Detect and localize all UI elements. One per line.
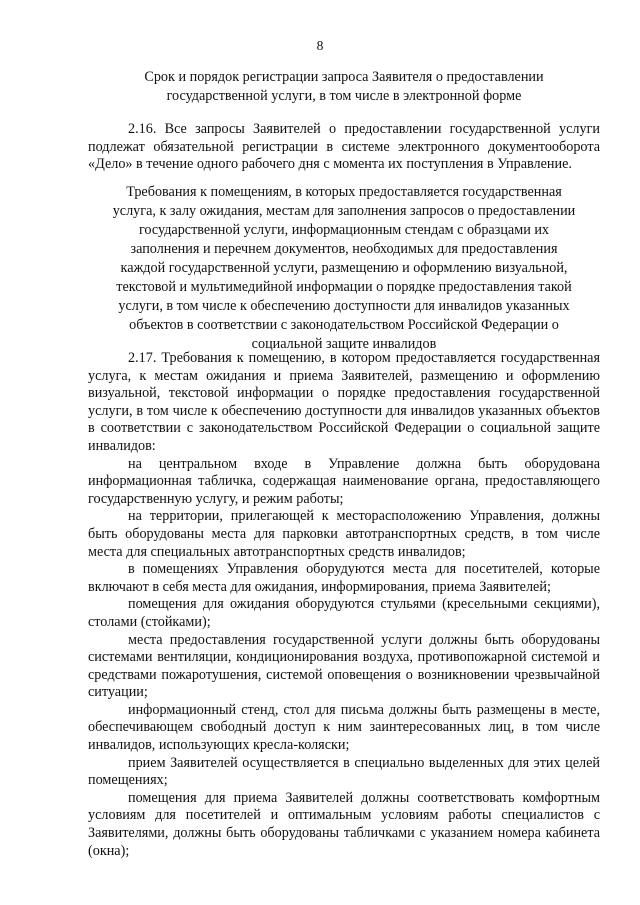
heading-line: услуги, в том числе к обеспечению доступности для инвалидов указанных	[118, 298, 570, 314]
paragraph-item: места предоставления государственной услуги должны быть оборудованы системами вентиляции, кондиционирования воздуха, противопожарной системой и средствами пожаротушения, системой оповещения о возникновении чрезвычайной ситуации;	[88, 631, 600, 701]
section-heading-registration	[96, 68, 592, 106]
section-body-premises	[88, 350, 600, 860]
paragraph-item: помещения для ожидания оборудуются стульями (кресельными секциями), столами (стойками);	[88, 596, 600, 630]
paragraph-item: помещения для приема Заявителей должны соответствовать комфортным условиям для посетителей и оптимальным условиям работы специалистов с Заявителями, должны быть оборудованы табличками с указанием номера кабинета (окна);	[88, 789, 600, 859]
heading-line: государственной услуги, информационным стендам с образцами их	[138, 222, 550, 238]
heading-line: заполнения и перечнем документов, необходимых для предоставления	[130, 241, 558, 257]
heading-line: Требования к помещениям, в которых предоставляется государственная	[126, 184, 562, 200]
heading-line: каждой государственной услуги, размещению и оформлению визуальной,	[120, 260, 568, 276]
heading-line: текстовой и мультимедийной информации о порядке предоставления такой	[116, 279, 572, 295]
paragraph-item: на центральном входе в Управление должна быть оборудована информационная табличка, содержащая наименование органа, предоставляющего государственную услугу, и режим работы;	[88, 455, 600, 507]
heading-line: социальной защите инвалидов	[251, 336, 437, 352]
paragraph-2-17: 2.17. Требования к помещению, в котором предоставляется государственная услуга, к местам ожидания и приема Заявителей, размещению и оформлению визуальной, текстовой информации о порядке предоставления государственной услуги, в том числе к обеспечению доступности для инвалидов указанных объектов в соответствии с законодательством Российской Федерации о социальной защите инвалидов:	[88, 350, 600, 454]
section-heading-premises	[88, 183, 600, 354]
heading-line: объектов в соответствии с законодательством Российской Федерации о	[129, 317, 559, 333]
paragraph-item: информационный стенд, стол для письма должны быть размещены в месте, обеспечивающем свободный доступ к ним заинтересованных лиц, в том числе инвалидов, использующих кресла-коляски;	[88, 701, 600, 754]
paragraph-2-16: 2.16. Все запросы Заявителей о предоставлении государственной услуги подлежат обязательной регистрации в системе электронного документооборота «Дело» в течение одного рабочего дня с момента их поступления в Управление.	[88, 121, 600, 173]
heading-line: Срок и порядок регистрации запроса Заявителя о предоставлении	[144, 69, 544, 85]
page-number: 8	[316, 38, 324, 53]
paragraph-item: на территории, прилегающей к месторасположению Управления, должны быть оборудованы места для парковки автотранспортных средств, в том числе места для специальных автотранспортных средств инвалидов;	[88, 508, 600, 560]
paragraph-item: в помещениях Управления оборудуются места для посетителей, которые включают в себя места для ожидания, информирования, приема Заявителей;	[88, 561, 600, 595]
heading-line: услуга, к залу ожидания, местам для заполнения запросов о предоставлении	[112, 203, 576, 219]
heading-line: государственной услуги, в том числе в электронной форме	[166, 88, 522, 104]
paragraph-item: прием Заявителей осуществляется в специально выделенных для этих целей помещениях;	[88, 754, 600, 789]
